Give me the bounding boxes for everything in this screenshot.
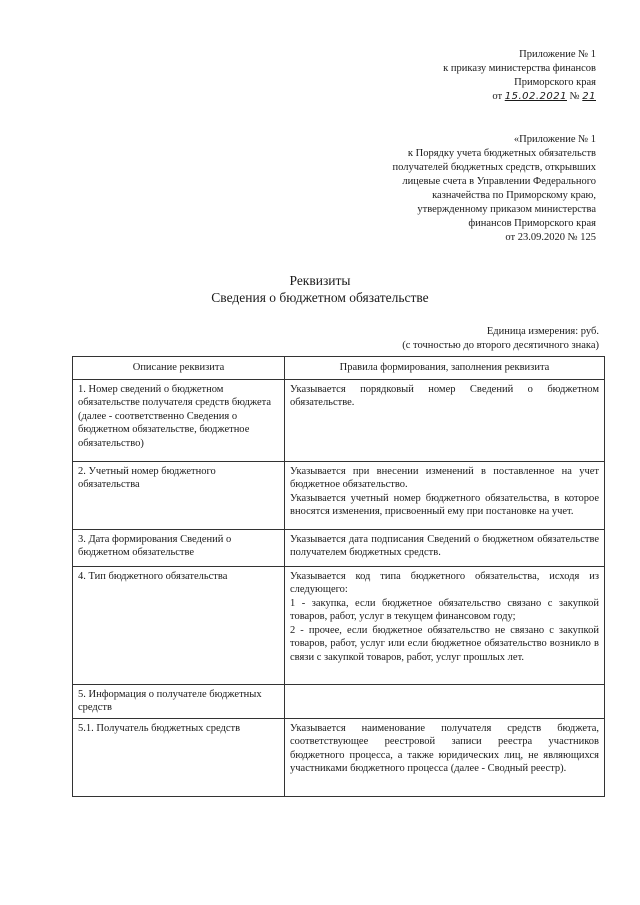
handwritten-date: 15.02.2021 [504,91,567,102]
requisite-description: 5.1. Получатель бюджетных средств [73,718,285,796]
requisite-description: 2. Учетный номер бюджетного обязательства [73,461,285,529]
units-line-2: (с точностью до второго десятичного знака) [402,340,599,351]
appendix-label: Приложение № 1 [519,49,596,60]
procedure-line: финансов Приморского края [468,218,596,229]
table-row [73,529,605,566]
procedure-line: казначейства по Приморскому краю, [432,190,596,201]
procedure-line: получателей бюджетных средств, открывших [392,162,596,173]
table-row [73,379,605,461]
requisite-rule: Указывается наименование получателя средств бюджета, соответствующее реестровой записи реестра участников бюджетного процесса, а также юридических лиц, не являющихся участниками бюджетного процесса (далее - Сводный реестр). [285,718,605,796]
requisite-description: 4. Тип бюджетного обязательства [73,566,285,684]
title-line-1: Реквизиты [289,273,351,288]
table-row [73,461,605,529]
procedure-line: «Приложение № 1 [513,134,596,145]
procedure-line: лицевые счета в Управлении Федерального [402,176,596,187]
procedure-line: утвержденному приказом министерства [417,204,596,215]
requisite-rule: Указывается код типа бюджетного обязательства, исходя из следующего: 1 - закупка, если бюджетное обязательство связано с закупкой товаров, работ, услуг в текущем финансовом году; 2 - прочее, если бюджетное обязательство не связано с закупкой товаров, работ, услуг или если бюджетное обязательство возникло в связи с закупкой товаров, работ, услуг прошлых лет. [285,566,605,684]
table-row [73,684,605,718]
requisite-description: 1. Номер сведений о бюджетном обязательстве получателя средств бюджета (далее - соответственно Сведения о бюджетном обязательстве, бюджетное обязательство) [73,379,285,461]
requisite-rule: Указывается порядковый номер Сведений о бюджетном обязательстве. [285,379,605,461]
appendix-date-line [443,90,596,104]
requisite-rule: Указывается при внесении изменений в поставленное на учет бюджетное обязательство. Указывается учетный номер бюджетного обязательства, в которое вносятся изменения, присвоенный ему при постановке на учет. [285,461,605,529]
header-rules: Правила формирования, заполнения реквизита [285,357,605,380]
appendix-header-order [443,48,596,104]
appendix-region: Приморского края [514,77,596,88]
procedure-line: от 23.09.2020 № 125 [505,232,596,243]
number-sign: № [569,91,580,102]
procedure-line: к Порядку учета бюджетных обязательств [407,148,596,159]
document-title [0,272,640,306]
appendix-header-procedure [393,133,596,245]
requisite-rule [285,684,605,718]
units-line-1: Единица измерения: руб. [486,326,599,337]
table-row [73,718,605,796]
appendix-order-ref: к приказу министерства финансов [443,63,596,74]
requisite-rule: Указывается дата подписания Сведений о бюджетном обязательстве получателем бюджетных средств. [285,529,605,566]
units-note [402,325,599,353]
header-description: Описание реквизита [73,357,285,380]
table-row [73,566,605,684]
requisites-table [72,356,605,797]
requisite-description: 3. Дата формирования Сведений о бюджетном обязательстве [73,529,285,566]
table-header-row [73,357,605,380]
handwritten-number: 21 [582,91,596,102]
requisite-description: 5. Информация о получателе бюджетных средств [73,684,285,718]
date-prefix: от [492,91,503,102]
title-line-2: Сведения о бюджетном обязательстве [211,290,429,305]
